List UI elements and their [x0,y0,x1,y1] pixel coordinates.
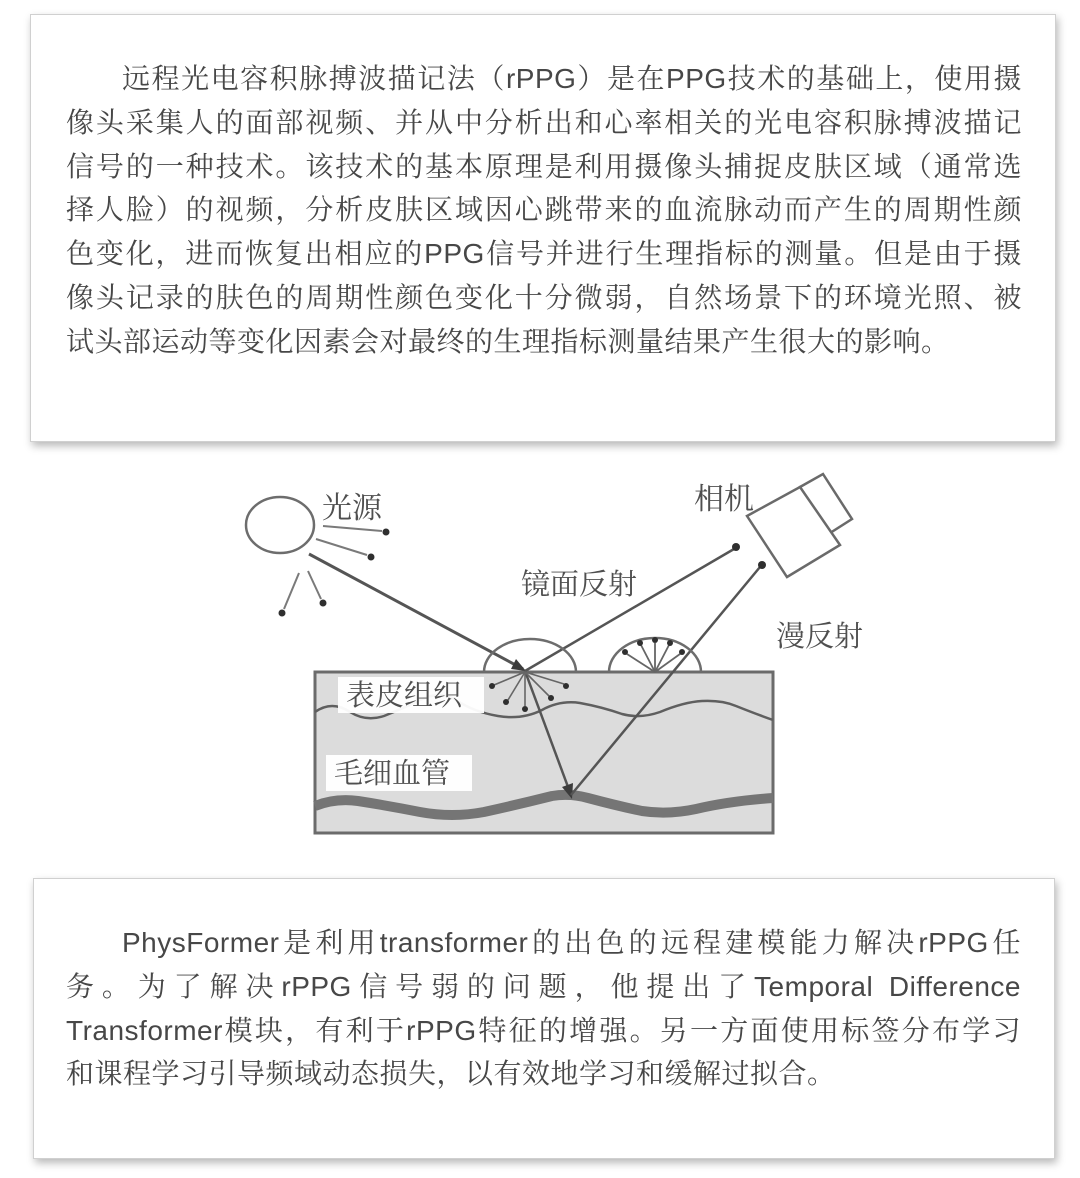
capillary-label: 毛细血管 [334,758,451,790]
rppg-principle-diagram [230,455,890,865]
physformer-line: 和课程学习引导频域动态损失，以有效地学习和缓解过拟合。 [66,1058,836,1090]
light-source-label: 光源 [322,492,382,525]
light-rays [279,526,390,617]
intro-line: 色变化，进而恢复出相应的PPG信号并进行生理指标的测量。但是由于摄 [66,238,1022,270]
diffuse-ray-dot [758,561,766,569]
epidermis-label: 表皮组织 [346,680,463,712]
intro-line: 信号的一种技术。该技术的基本原理是利用摄像头捕捉皮肤区域（通常选 [66,150,1022,182]
specular-ray-dot [732,543,740,551]
physformer-paragraph-card [33,878,1055,1159]
physformer-line: Transformer模块，有利于rPPG特征的增强。另一方面使用标签分布学习 [66,1014,1021,1046]
incident-ray [309,554,523,669]
physformer-line: 务。为了解决rPPG信号弱的问题，他提出了Temporal Difference [66,970,1021,1002]
intro-line: 远程光电容积脉搏波描记法（rPPG）是在PPG技术的基础上，使用摄 [122,63,1022,94]
intro-paragraph-card [30,14,1056,442]
intro-line: 择人脸）的视频，分析皮肤区域因心跳带来的血流脉动而产生的周期性颜 [66,194,1022,226]
specular-reflection-label: 镜面反射 [521,569,638,601]
incident-arrowhead [511,659,526,671]
intro-line: 像头记录的肤色的周期性颜色变化十分微弱，自然场景下的环境光照、被 [66,281,1022,313]
camera-label: 相机 [694,483,754,516]
intro-line: 像头采集人的面部视频、并从中分析出和心率相关的光电容积脉搏波描记 [66,106,1022,138]
intro-line: 试头部运动等变化因素会对最终的生理指标测量结果产生很大的影响。 [66,325,950,357]
diffuse-reflection-label: 漫反射 [776,621,864,653]
specular-ray [525,549,734,671]
physformer-line: PhysFormer是利用transformer的出色的远程建模能力解决rPPG任 [122,927,1021,958]
light-source-icon [246,497,314,553]
